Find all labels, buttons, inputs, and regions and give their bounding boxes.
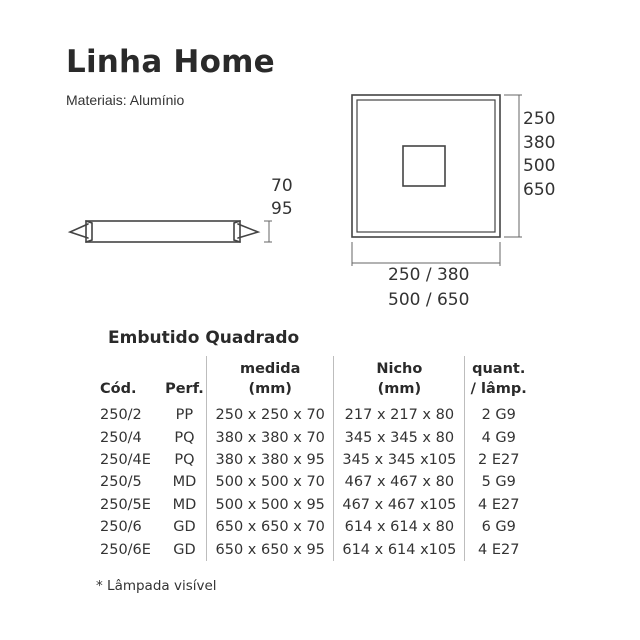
cell-perf: PQ <box>174 429 195 446</box>
front-size-250: 250 <box>523 109 556 129</box>
cell-cod: 250/4E <box>100 451 151 468</box>
cell-perf: GD <box>173 519 196 536</box>
front-view-drawing <box>346 90 526 268</box>
header-nicho <box>334 356 465 404</box>
header-medida <box>207 356 334 404</box>
header-nicho-line1: Nicho <box>376 361 423 377</box>
cell-medida: 500 x 500 x 70 <box>207 471 334 493</box>
front-width-line1: 250 / 380 <box>388 265 470 285</box>
cell-nicho: 345 x 345 x 80 <box>334 426 465 448</box>
cell-nicho: 345 x 345 x105 <box>334 449 465 471</box>
cell-perf: GD <box>173 541 196 558</box>
cell-nicho: 614 x 614 x 80 <box>334 516 465 538</box>
table-row <box>96 516 532 538</box>
header-nicho-line2: (mm) <box>377 381 422 397</box>
cell-perf: MD <box>172 474 197 491</box>
cell-cod: 250/5E <box>100 496 151 513</box>
front-size-650: 650 <box>523 179 556 200</box>
header-perf: Perf. <box>165 381 204 397</box>
cell-medida: 650 x 650 x 70 <box>207 516 334 538</box>
table-row <box>96 471 532 493</box>
cell-quant: 2 E27 <box>465 449 532 471</box>
cell-medida: 500 x 500 x 95 <box>207 494 334 516</box>
table-row <box>96 494 532 516</box>
cell-medida: 380 x 380 x 70 <box>207 426 334 448</box>
side-view-drawing <box>64 210 274 250</box>
cell-medida: 380 x 380 x 95 <box>207 449 334 471</box>
cell-perf: PP <box>175 407 194 424</box>
cell-quant: 5 G9 <box>465 471 532 493</box>
cell-medida: 250 x 250 x 70 <box>207 404 334 426</box>
front-width-line2: 500 / 650 <box>388 290 470 310</box>
table-row <box>96 404 532 426</box>
cell-cod: 250/4 <box>100 429 142 446</box>
table-row <box>96 449 532 471</box>
front-size-380: 380 <box>523 132 556 153</box>
cell-quant: 6 G9 <box>465 516 532 538</box>
cell-quant: 4 G9 <box>465 426 532 448</box>
cell-cod: 250/6 <box>100 519 142 536</box>
cell-cod: 250/6E <box>100 541 151 558</box>
section-title: Embutido Quadrado <box>108 328 300 348</box>
page-title: Linha Home <box>66 44 275 80</box>
table-row <box>96 426 532 448</box>
front-size-500: 500 <box>523 156 556 176</box>
materials-subtitle: Materiais: Alumínio <box>66 92 185 108</box>
cell-nicho: 467 x 467 x 80 <box>334 471 465 493</box>
cell-quant: 2 G9 <box>465 404 532 426</box>
header-medida-line1: medida <box>239 361 301 377</box>
cell-quant: 4 E27 <box>465 494 532 516</box>
table-row <box>96 538 532 560</box>
cell-nicho: 217 x 217 x 80 <box>334 404 465 426</box>
cell-cod: 250/2 <box>100 407 142 424</box>
footnote: * Lâmpada visível <box>96 578 217 594</box>
header-medida-line2: (mm) <box>248 381 292 397</box>
header-quant-line1: quant. <box>472 361 526 377</box>
side-height-95: 95 <box>271 199 293 219</box>
cell-medida: 650 x 650 x 95 <box>207 538 334 560</box>
side-height-70: 70 <box>271 176 293 196</box>
header-quant <box>465 356 532 404</box>
spec-table <box>96 356 532 561</box>
cell-cod: 250/5 <box>100 474 142 491</box>
cell-quant: 4 E27 <box>465 538 532 560</box>
cell-nicho: 614 x 614 x105 <box>334 538 465 560</box>
cell-perf: MD <box>172 496 197 513</box>
table-header-row <box>96 356 532 404</box>
cell-nicho: 467 x 467 x105 <box>334 494 465 516</box>
header-quant-line2: / lâmp. <box>470 381 527 397</box>
cell-perf: PQ <box>174 451 195 468</box>
header-cod: Cód. <box>100 381 137 397</box>
front-height-list <box>523 108 555 202</box>
